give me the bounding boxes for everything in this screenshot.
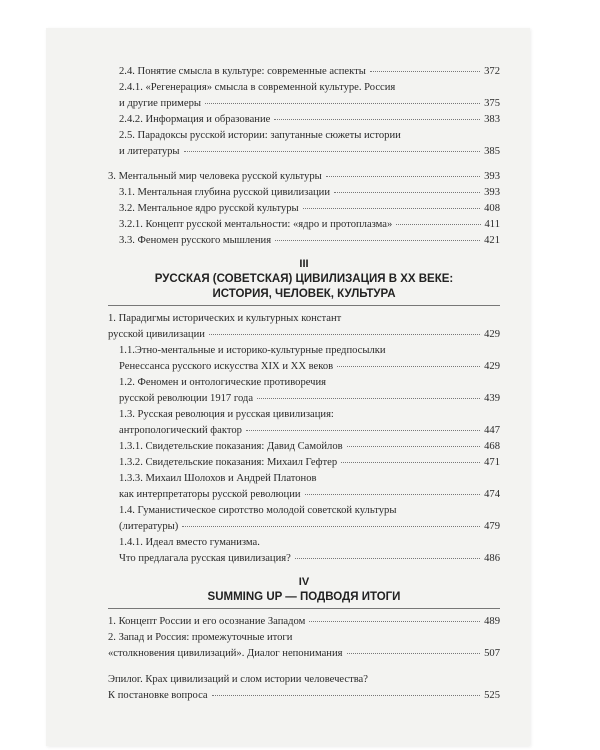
section-divider (108, 305, 500, 306)
toc-entry (108, 672, 500, 688)
toc-leader-dots (337, 366, 480, 367)
toc-entry (108, 391, 500, 407)
toc-entry (108, 455, 500, 471)
toc-entry-title: как интерпретаторы русской революции (119, 489, 301, 500)
toc-entry-title: 1.1.Этно-ментальные и историко-культурные предпосылки (119, 345, 386, 356)
toc-leader-dots (396, 224, 480, 225)
toc-leader-dots (295, 558, 480, 559)
toc-entry-title: 2.4. Понятие смысла в культуре: современные аспекты (119, 66, 366, 77)
toc-page-number: 486 (484, 553, 500, 564)
toc-entry-title: 1.4.1. Идеал вместо гуманизма. (119, 537, 260, 548)
toc-entry (108, 519, 500, 535)
toc-block-a (108, 64, 500, 160)
toc-block-b (108, 169, 500, 249)
toc-page-number: 474 (484, 489, 500, 500)
toc-page-number: 439 (484, 393, 500, 404)
toc-entry-title: 3. Ментальный мир человека русской культуры (108, 171, 322, 182)
toc-entry (108, 185, 500, 201)
toc-page-number: 479 (484, 521, 500, 532)
toc-page-number: 385 (484, 146, 500, 157)
toc-leader-dots (275, 240, 480, 241)
toc-entry (108, 96, 500, 112)
toc-page-number: 447 (484, 425, 500, 436)
toc-page-number: 525 (484, 690, 500, 701)
toc-entry-title: Ренессанса русского искусства XIX и XX веков (119, 361, 334, 372)
toc-entry-title: 3.1. Ментальная глубина русской цивилизации (119, 187, 331, 198)
toc-page-number: 429 (484, 361, 500, 372)
toc-block-d (108, 614, 500, 662)
toc-page-number: 393 (484, 171, 500, 182)
toc-entry-title: 1.3.2. Свидетельские показания: Михаил Гефтер (119, 457, 338, 468)
toc-leader-dots (334, 192, 480, 193)
toc-entry-title: 1. Концепт России и его осознание Западом (108, 616, 306, 627)
section-divider (108, 608, 500, 609)
section-title-line2: ИСТОРИЯ, ЧЕЛОВЕК, КУЛЬТУРА (212, 288, 396, 300)
toc-entry-title: 3.3. Феномен русского мышления (119, 235, 272, 246)
toc-entry (108, 169, 500, 185)
toc-leader-dots (274, 119, 480, 120)
toc-leader-dots (347, 653, 481, 654)
toc-page-number: 393 (484, 187, 500, 198)
toc-entry (108, 407, 500, 423)
toc-entry (108, 471, 500, 487)
toc-leader-dots (347, 446, 480, 447)
toc-leader-dots (246, 430, 480, 431)
toc-page-number: 429 (484, 329, 500, 340)
toc-entry-title: 1.3.1. Свидетельские показания: Давид Самойлов (119, 441, 343, 452)
toc-entry (108, 311, 500, 327)
toc-entry-title: русской цивилизации (108, 329, 205, 340)
toc-page-number: 408 (484, 203, 500, 214)
toc-entry-title: 1.2. Феномен и онтологические противоречия (119, 377, 327, 388)
toc-entry-title: антропологический фактор (119, 425, 242, 436)
toc-leader-dots (309, 621, 480, 622)
toc-entry (108, 423, 500, 439)
toc-leader-dots (326, 176, 480, 177)
toc-entry-title: 2. Запад и Россия: промежуточные итоги (108, 632, 293, 643)
toc-page-number: 411 (484, 219, 500, 230)
toc-leader-dots (370, 71, 480, 72)
toc-entry (108, 201, 500, 217)
section-title-line1: РУССКАЯ (СОВЕТСКАЯ) ЦИВИЛИЗАЦИЯ В XX ВЕКЕ: (154, 273, 454, 285)
toc-entry (108, 439, 500, 455)
toc-leader-dots (184, 151, 481, 152)
toc-page-number: 471 (484, 457, 500, 468)
toc-entry (108, 327, 500, 343)
toc-leader-dots (341, 462, 480, 463)
toc-entry-title: (литературы) (119, 521, 179, 532)
toc-entry (108, 487, 500, 503)
toc-entry-title: 3.2. Ментальное ядро русской культуры (119, 203, 299, 214)
toc-page-number: 383 (484, 114, 500, 125)
toc-leader-dots (182, 526, 480, 527)
toc-leader-dots (212, 695, 481, 696)
toc-entry (108, 375, 500, 391)
toc-page-number: 372 (484, 66, 500, 77)
toc-entry (108, 503, 500, 519)
toc-block-e (108, 672, 500, 704)
toc-entry-title: и литературы (119, 146, 180, 157)
toc-entry-title: русской революции 1917 года (119, 393, 254, 404)
toc-block-c (108, 311, 500, 567)
toc-leader-dots (209, 334, 480, 335)
toc-entry-title: 2.4.2. Информация и образование (119, 114, 271, 125)
toc-page-number: 375 (484, 98, 500, 109)
toc-entry-title: 3.2.1. Концепт русской ментальности: «ядро и протоплазма» (119, 219, 393, 230)
toc-page-number: 507 (484, 648, 500, 659)
toc-page-number: 421 (484, 235, 500, 246)
toc-entry (108, 343, 500, 359)
toc-entry (108, 233, 500, 249)
toc-entry-title: К постановке вопроса (108, 690, 208, 701)
toc-entry (108, 551, 500, 567)
toc-entry (108, 646, 500, 662)
toc-leader-dots (305, 494, 481, 495)
toc-entry (108, 359, 500, 375)
section-title-line1: SUMMING UP — ПОДВОДЯ ИТОГИ (207, 591, 401, 603)
section-number: III (299, 258, 309, 270)
toc-entry (108, 64, 500, 80)
toc-page-number: 489 (484, 616, 500, 627)
toc-entry (108, 80, 500, 96)
toc-entry-title: 1.3. Русская революция и русская цивилизация: (119, 409, 334, 420)
toc-entry-title: Эпилог. Крах цивилизаций и слом истории человечества? (108, 674, 368, 685)
toc-entry (108, 535, 500, 551)
section-number: IV (298, 576, 310, 588)
toc-entry-title: 1.3.3. Михаил Шолохов и Андрей Платонов (119, 473, 317, 484)
toc-entry (108, 112, 500, 128)
toc-entry (108, 128, 500, 144)
toc-leader-dots (303, 208, 480, 209)
toc-entry-title: Что предлагала русская цивилизация? (119, 553, 291, 564)
toc-entry (108, 144, 500, 160)
toc-leader-dots (205, 103, 480, 104)
toc-entry (108, 217, 500, 233)
toc-entry-title: и другие примеры (119, 98, 201, 109)
toc-entry (108, 630, 500, 646)
toc-entry (108, 688, 500, 704)
toc-entry (108, 614, 500, 630)
toc-entry-title: 1.4. Гуманистическое сиротство молодой советской культуры (119, 505, 397, 516)
toc-entry-title: 1. Парадигмы исторических и культурных констант (108, 313, 342, 324)
toc-entry-title: «столкновения цивилизаций». Диалог непонимания (108, 648, 343, 659)
toc-page-number: 468 (484, 441, 500, 452)
toc-entry-title: 2.5. Парадоксы русской истории: запутанные сюжеты истории (119, 130, 401, 141)
toc-entry-title: 2.4.1. «Регенерация» смысла в современной культуре. Россия (119, 82, 396, 93)
table-of-contents (108, 64, 500, 704)
toc-leader-dots (257, 398, 480, 399)
